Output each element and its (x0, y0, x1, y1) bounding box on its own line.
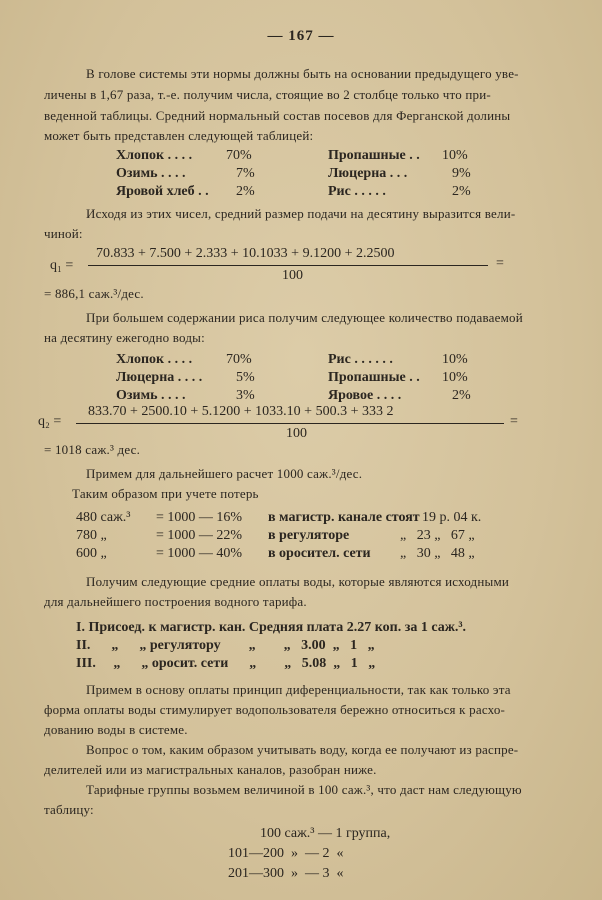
intro-line-2: личены в 1,67 раза, т.-е. получим числа, стоящие во 2 столбце только что при- (44, 87, 491, 102)
q1-equals: = (496, 256, 504, 271)
table2-name: Рис . . . . . . (328, 352, 393, 367)
loss-cost: „ 30 „ 48 „ (400, 546, 475, 561)
price-row: I. Присоед. к магистр. кан. Средняя плата 2.27 коп. за 1 саж.³. (76, 620, 467, 635)
para6-line-1: Примем в основу оплаты принцип диференциальности, так как только эта (86, 682, 511, 697)
table1-value: 2% (236, 184, 255, 199)
table2-name: Люцерна . . . . (116, 370, 203, 385)
para2-line-2: чиной: (44, 226, 83, 241)
loss-place: в регуляторе (268, 528, 350, 543)
para6-line-6: Тарифные группы возьмем величиной в 100 саж.³, что даст нам следующую (86, 782, 522, 797)
para2-line-1: Исходя из этих чисел, средний размер подачи на десятину выразится вели- (86, 206, 516, 221)
table1-name: Хлопок . . . . (116, 148, 193, 163)
intro-line-1: В голове системы эти нормы должны быть на основании предыдущего уве- (86, 66, 519, 81)
group-row: 201—300 » — 3 « (228, 866, 344, 881)
group-row: 101—200 » — 2 « (228, 846, 344, 861)
page-number: — 167 — (267, 28, 335, 44)
table1-value: 7% (236, 166, 255, 181)
loss-formula: = 1000 — 22% (156, 528, 243, 543)
intro-line-4: может быть представлен следующей таблицей: (44, 128, 314, 143)
table2-value: 3% (236, 388, 255, 403)
price-row: III. „ „ оросит. сети „ „ 5.08 „ 1 „ (76, 656, 376, 671)
para4-line-2: Таким образом при учете потерь (72, 486, 259, 501)
q2-equals: = (510, 414, 518, 429)
q1-label: q₁ = (50, 258, 74, 273)
q2-fraction-bar (76, 423, 504, 424)
intro-line-3: веденной таблицы. Средний нормальный состав посевов для Ферганской долины (44, 108, 511, 123)
q1-result: = 886,1 саж.³/дес. (44, 286, 144, 301)
table2-value: 2% (452, 388, 471, 403)
para6-line-7: таблицу: (44, 802, 94, 817)
table2-name: Яровое . . . . (328, 388, 402, 403)
para6-line-4: Вопрос о том, каким образом учитывать воду, когда ее получают из распре- (86, 742, 519, 757)
para4-line-1: Примем для дальнейшего расчет 1000 саж.³/дес. (86, 466, 363, 481)
q1-numerator: 70.833 + 7.500 + 2.333 + 10.1033 + 9.1200 + 2.2500 (96, 246, 395, 261)
para6-line-5: делителей или из магистральных каналов, разобран ниже. (44, 762, 377, 777)
table2-value: 5% (236, 370, 255, 385)
table1-value: 10% (442, 148, 468, 163)
para6-line-3: дованию воды в системе. (44, 722, 188, 737)
loss-amount: 600 „ (76, 546, 107, 561)
table2-name: Пропашные . . (328, 370, 420, 385)
table1-name: Рис . . . . . (328, 184, 386, 199)
q1-denominator: 100 (282, 268, 303, 283)
para5-line-2: для дальнейшего построения водного тарифа. (44, 594, 307, 609)
table1-name: Пропашные . . (328, 148, 420, 163)
table2-name: Хлопок . . . . (116, 352, 193, 367)
loss-cost: „ 23 „ 67 „ (400, 528, 475, 543)
table1-name: Люцерна . . . (328, 166, 408, 181)
q2-result: = 1018 саж.³ дес. (44, 442, 141, 457)
loss-cost: 19 р. 04 к. (422, 510, 482, 525)
table1-name: Яровой хлеб . . (116, 184, 209, 199)
table1-name: Озимь . . . . (116, 166, 186, 181)
loss-formula: = 1000 — 40% (156, 546, 243, 561)
table1-value: 9% (452, 166, 471, 181)
q2-label: q₂ = (38, 414, 62, 429)
group-row: 100 саж.³ — 1 группа, (260, 826, 391, 841)
table1-value: 70% (226, 148, 252, 163)
q1-fraction-bar (88, 265, 488, 266)
q2-numerator: 833.70 + 2500.10 + 5.1200 + 1033.10 + 500.3 + 333 2 (88, 404, 394, 419)
table1-value: 2% (452, 184, 471, 199)
para3-line-2: на десятину ежегодно воды: (44, 330, 205, 345)
q2-denominator: 100 (286, 426, 307, 441)
para5-line-1: Получим следующие средние оплаты воды, которые являются исходными (86, 574, 510, 589)
loss-amount: 780 „ (76, 528, 107, 543)
loss-formula: = 1000 — 16% (156, 510, 243, 525)
table2-value: 10% (442, 370, 468, 385)
para3-line-1: При большем содержании риса получим следующее количество подаваемой (86, 310, 523, 325)
loss-place: в магистр. канале стоят (268, 510, 420, 525)
table2-value: 70% (226, 352, 252, 367)
price-row: II. „ „ регулятору „ „ 3.00 „ 1 „ (76, 638, 375, 653)
table2-value: 10% (442, 352, 468, 367)
loss-amount: 480 саж.³ (76, 510, 131, 525)
table2-name: Озимь . . . . (116, 388, 186, 403)
loss-place: в оросител. сети (268, 546, 371, 561)
para6-line-2: форма оплаты воды стимулирует водопользователя бережно относиться к расхо- (44, 702, 506, 717)
